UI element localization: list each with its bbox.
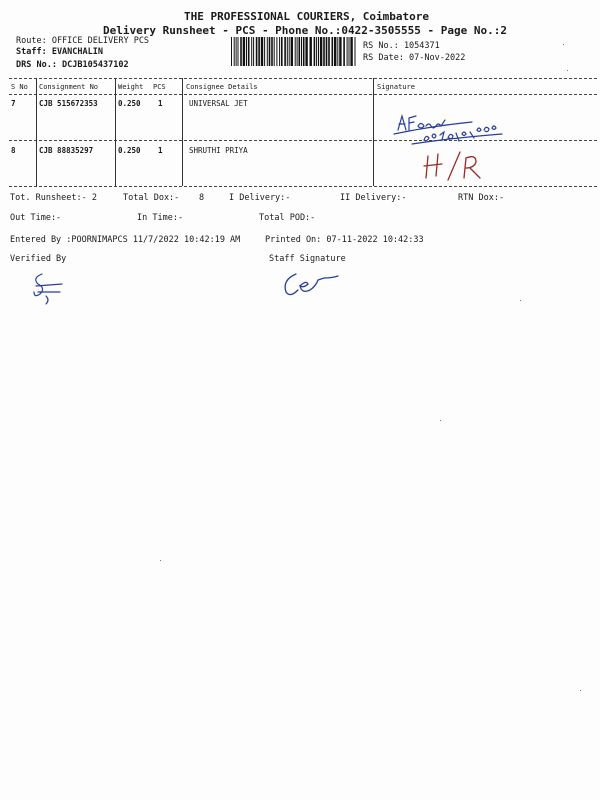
barcode-image [231,37,356,66]
barcode-bar [274,37,275,66]
barcode-bar [264,37,265,66]
barcode-bar [253,37,254,66]
row-pcs: 1 [158,99,163,108]
barcode-bar [291,37,293,66]
barcode-bar [316,37,317,66]
staff-label: Staff: EVANCHALIN [16,47,103,57]
staff-signature-label: Staff Signature [269,254,346,264]
barcode-bar [269,37,271,66]
scan-speck [160,560,161,561]
printed-on: Printed On: 07-11-2022 10:42:33 [265,235,424,245]
drs-number: DRS No.: DCJB105437102 [16,60,129,70]
barcode-bar [310,37,312,66]
column-divider [373,78,374,186]
barcode-bar [279,37,280,66]
barcode-bar [248,37,250,66]
scan-speck [440,420,441,421]
row-consignee: SHRUTHI PRIYA [189,146,248,155]
i-delivery: I Delivery:- [229,193,291,203]
barcode-bar [303,37,305,66]
entered-by: Entered By :POORNIMAPCS 11/7/2022 10:42:19 AM [10,235,241,245]
barcode-bar [240,37,242,66]
barcode-bar [271,37,273,66]
row-consignee: UNIVERSAL JET [189,99,248,108]
barcode-bar [323,37,325,66]
company-title: THE PROFESSIONAL COURIERS, Coimbatore [184,10,430,23]
staff-signature-mark [280,268,344,300]
barcode-bar [347,37,348,66]
barcode-bar [289,37,290,66]
handwritten-signature-row2 [420,150,492,182]
barcode-bar [231,37,232,66]
barcode-bar [349,37,350,66]
row-weight: 0.250 [118,146,141,155]
ii-delivery: II Delivery:- [340,193,407,203]
barcode-bar [281,37,283,66]
barcode-bar [328,37,330,66]
barcode-bar [343,37,345,66]
barcode-bar [301,37,302,66]
barcode-bar [261,37,263,66]
barcode-bar [287,37,288,66]
runsheet-subtitle: Delivery Runsheet - PCS - Phone No.:0422-3505555 - Page No.:2 [103,24,507,37]
barcode-bar [337,37,338,66]
scan-speck [580,690,581,691]
row-sno: 7 [11,99,16,108]
table-top-rule [9,78,597,79]
table-bottom-rule [9,186,597,187]
col-header-weight: Weight [118,83,144,91]
barcode-bar [320,37,322,66]
barcode-bar [234,37,235,66]
col-header-consignee: Consignee Details [186,83,258,91]
rs-number: RS No.: 1054371 [363,41,440,51]
verified-by-label: Verified By [10,254,67,264]
total-dox-label: Total Dox:- [123,193,180,203]
barcode-bar [299,37,301,66]
barcode-bar [243,37,245,66]
row-consignment: CJB 88835297 [39,146,94,155]
barcode-bar [297,37,298,66]
barcode-bar [295,37,296,66]
total-pod: Total POD:- [259,213,316,223]
row-sno: 8 [11,146,16,155]
col-header-consignment: Consignment No [39,83,99,91]
handwritten-signature-row1 [392,108,512,148]
col-header-signature: Signature [377,83,415,91]
barcode-bar [332,37,334,66]
barcode-bar [236,37,237,66]
row-consignment: CJB 515672353 [39,99,98,108]
row-weight: 0.250 [118,99,141,108]
verified-by-signature [28,270,68,306]
total-runsheet: Tot. Runsheet:- 2 [10,193,97,203]
barcode-bar [334,37,336,66]
total-dox-value: 8 [199,193,205,203]
barcode-bar [355,37,356,66]
barcode-bar [238,37,239,66]
barcode-bar [314,37,316,66]
rs-date: RS Date: 07-Nov-2022 [363,53,466,63]
barcode-bar [284,37,286,66]
barcode-bar [350,37,352,66]
column-divider [115,78,116,186]
barcode-bar [276,37,277,66]
route-label: Route: OFFICE DELIVERY PCS [16,36,150,46]
scan-speck [567,70,568,71]
in-time: In Time:- [137,213,184,223]
barcode-bar [318,37,319,66]
barcode-bar [246,37,247,66]
column-divider [182,78,183,186]
barcode-bar [267,37,268,66]
table-header-rule [9,94,597,95]
col-header-sno: S No [11,83,28,91]
out-time: Out Time:- [10,213,62,223]
barcode-bar [305,37,307,66]
rtn-dox: RTN Dox:- [458,193,505,203]
column-divider [36,78,37,186]
scan-speck [520,300,521,301]
scan-speck [563,44,564,45]
row-pcs: 1 [158,146,163,155]
barcode-bar [326,37,328,66]
barcode-bar [256,37,258,66]
col-header-pcs: PCS [153,83,166,91]
barcode-bar [251,37,252,66]
barcode-bar [339,37,341,66]
barcode-bar [258,37,260,66]
